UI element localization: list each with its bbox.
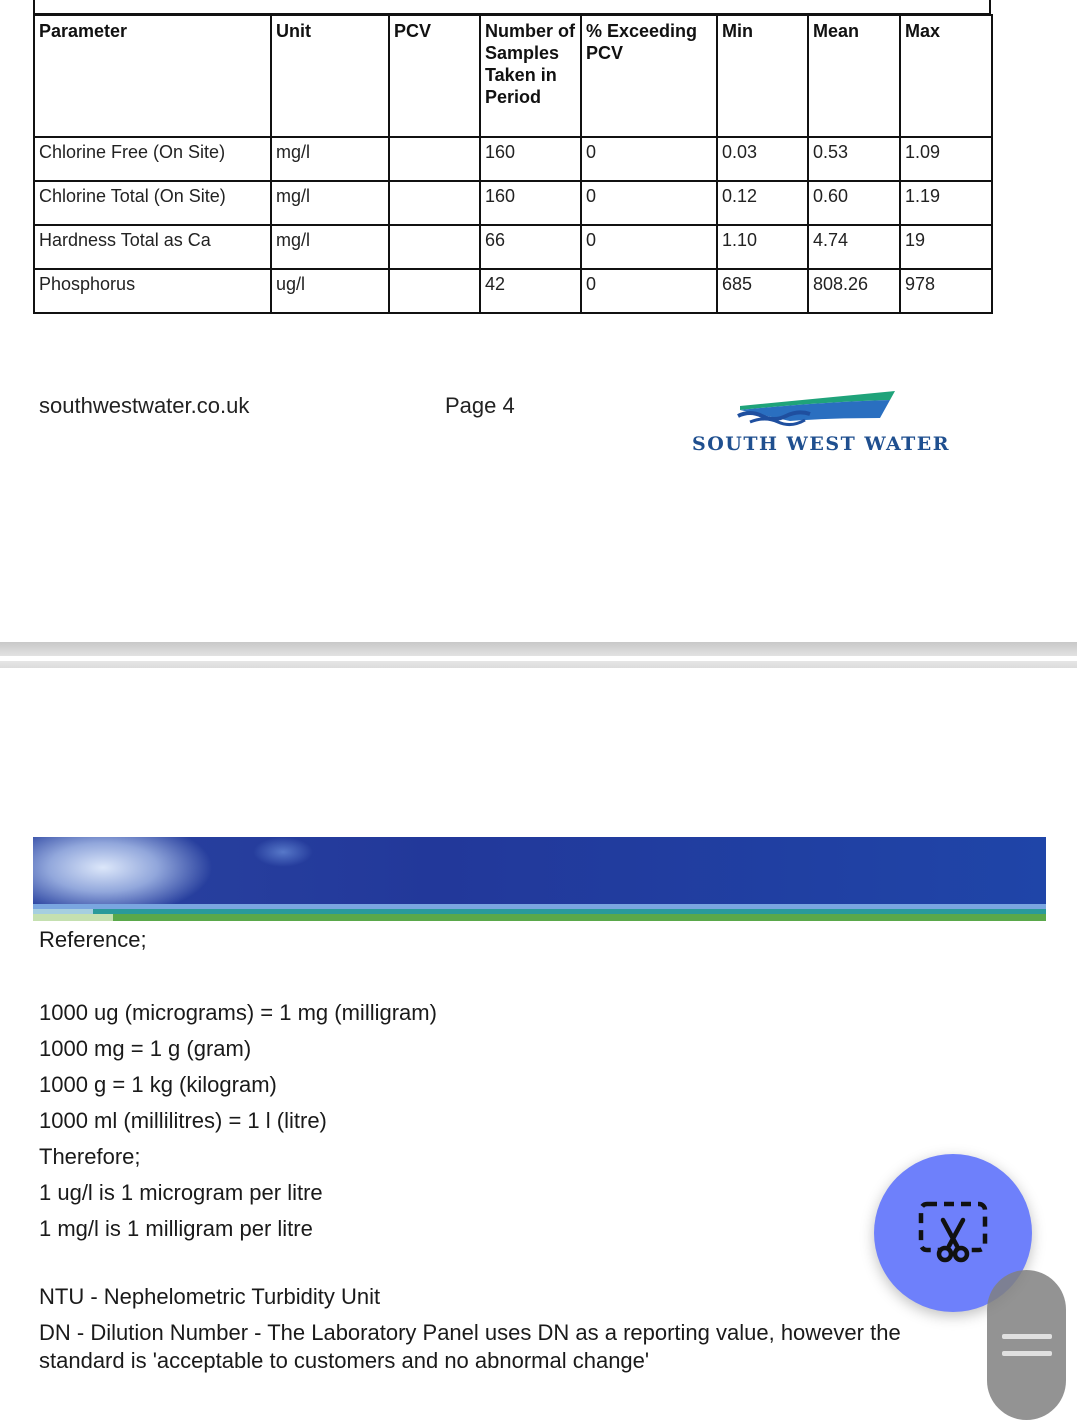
banner-cloud-small [253, 837, 313, 867]
cell-unit: mg/l [271, 225, 389, 269]
header-exceeding: % Exceeding PCV [581, 15, 717, 137]
drag-handle-icon [1002, 1351, 1052, 1356]
conversion-line: 1000 mg = 1 g (gram) [39, 1036, 252, 1061]
cell-exceeding: 0 [581, 269, 717, 313]
cell-max: 19 [900, 225, 992, 269]
cell-min: 685 [717, 269, 808, 313]
cell-min: 1.10 [717, 225, 808, 269]
reference-heading: Reference; [39, 927, 147, 952]
table-header-row [34, 15, 992, 137]
logo-text: SOUTH WEST WATER [692, 433, 951, 455]
page-separator-secondary [0, 661, 1077, 668]
drag-handle-icon [1002, 1334, 1052, 1339]
page-number: Page 4 [445, 393, 515, 418]
website-link[interactable]: southwestwater.co.uk [39, 393, 250, 418]
header-samples: Number of Samples Taken in Period [480, 15, 581, 137]
conversion-line: Therefore; [39, 1144, 141, 1169]
cell-min: 0.12 [717, 181, 808, 225]
ntu-note: NTU - Nephelometric Turbidity Unit [39, 1284, 381, 1309]
cell-mean: 0.60 [808, 181, 900, 225]
table-top-border [33, 0, 991, 15]
cell-samples: 160 [480, 181, 581, 225]
header-unit: Unit [271, 15, 389, 137]
cell-parameter: Hardness Total as Ca [34, 225, 271, 269]
conversion-line: 1 ug/l is 1 microgram per litre [39, 1180, 323, 1205]
header-banner-image [33, 837, 1046, 921]
cell-parameter: Chlorine Free (On Site) [34, 137, 271, 181]
cell-parameter: Phosphorus [34, 269, 271, 313]
cell-exceeding: 0 [581, 137, 717, 181]
cell-parameter: Chlorine Total (On Site) [34, 181, 271, 225]
cell-exceeding: 0 [581, 225, 717, 269]
cell-exceeding: 0 [581, 181, 717, 225]
unit-conversions [39, 995, 437, 1247]
cell-unit: mg/l [271, 137, 389, 181]
cell-samples: 66 [480, 225, 581, 269]
cell-unit: mg/l [271, 181, 389, 225]
dn-note: DN - Dilution Number - The Laboratory Panel uses DN as a reporting value, however the standard is 'acceptable to customers and no abnormal change' [39, 1320, 901, 1373]
conversion-line: 1000 ug (micrograms) = 1 mg (milligram) [39, 1000, 437, 1025]
banner-stripe-green [113, 914, 1046, 921]
scissors-selection-icon [917, 1200, 989, 1266]
table-row [34, 269, 992, 313]
cell-mean: 808.26 [808, 269, 900, 313]
cell-max: 978 [900, 269, 992, 313]
cell-pcv [389, 269, 480, 313]
water-quality-table [33, 14, 993, 314]
cell-samples: 42 [480, 269, 581, 313]
header-max: Max [900, 15, 992, 137]
cell-pcv [389, 137, 480, 181]
page-separator [0, 642, 1077, 656]
table-row [34, 137, 992, 181]
cell-mean: 4.74 [808, 225, 900, 269]
banner-stripe-pale-green [33, 914, 113, 921]
table-row [34, 181, 992, 225]
conversion-line: 1 mg/l is 1 milligram per litre [39, 1216, 313, 1241]
cell-min: 0.03 [717, 137, 808, 181]
cell-samples: 160 [480, 137, 581, 181]
cell-pcv [389, 225, 480, 269]
header-parameter: Parameter [34, 15, 271, 137]
cell-pcv [389, 181, 480, 225]
abbreviation-notes [39, 1283, 984, 1375]
cell-mean: 0.53 [808, 137, 900, 181]
table-row [34, 225, 992, 269]
conversion-line: 1000 g = 1 kg (kilogram) [39, 1072, 277, 1097]
header-pcv: PCV [389, 15, 480, 137]
cell-max: 1.09 [900, 137, 992, 181]
conversion-line: 1000 ml (millilitres) = 1 l (litre) [39, 1108, 327, 1133]
header-mean: Mean [808, 15, 900, 137]
drag-handle[interactable] [987, 1270, 1066, 1420]
cell-max: 1.19 [900, 181, 992, 225]
header-min: Min [717, 15, 808, 137]
cell-unit: ug/l [271, 269, 389, 313]
